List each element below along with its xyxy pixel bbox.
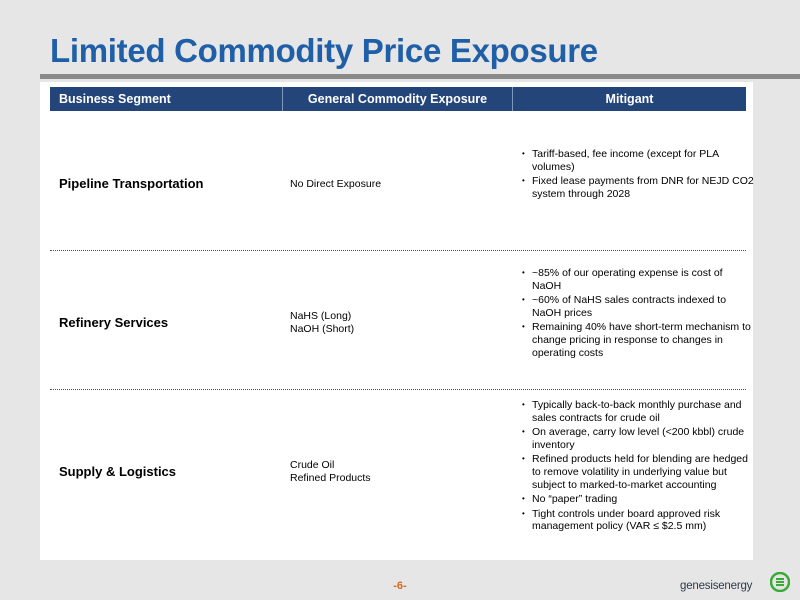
company-logo bbox=[680, 572, 790, 596]
table-row bbox=[50, 142, 754, 252]
mitigant-list bbox=[522, 267, 754, 361]
segment-name: Refinery Services bbox=[59, 315, 169, 330]
exposure-cell bbox=[290, 459, 371, 484]
list-item: • Tariff-based, fee income (except for PLA volumes) bbox=[522, 148, 754, 173]
header-commodity-exposure: General Commodity Exposure bbox=[283, 87, 513, 111]
segment-name: Pipeline Transportation bbox=[59, 176, 204, 191]
exposure-item: NaHS (Long) bbox=[290, 310, 352, 322]
list-item: • Refined products held for blending are hedged to remove volatility in underlying value but subject to marked-to-market accounting bbox=[522, 453, 754, 491]
exposure-cell bbox=[290, 310, 354, 335]
list-item: • ~85% of our operating expense is cost of NaOH bbox=[522, 267, 754, 292]
header-business-segment: Business Segment bbox=[50, 87, 283, 111]
exposure-cell bbox=[290, 178, 381, 191]
table-header bbox=[50, 87, 746, 111]
exposure-item: NaOH (Short) bbox=[290, 322, 355, 335]
row-divider bbox=[50, 250, 746, 251]
exposure-item: Refined Products bbox=[290, 471, 371, 484]
page-number: -6- bbox=[393, 580, 407, 592]
genesis-logo-icon bbox=[770, 572, 790, 592]
list-item: • On average, carry low level (<200 kbbl) crude inventory bbox=[522, 426, 754, 451]
table-row bbox=[50, 397, 746, 557]
list-item: • Typically back-to-back monthly purchase and sales contracts for crude oil bbox=[522, 399, 754, 424]
header-mitigant: Mitigant bbox=[605, 92, 654, 106]
list-item: • Tight controls under board approved risk management policy (VAR ≤ $2.5 mm) bbox=[522, 508, 754, 533]
exposure-item: Crude Oil bbox=[290, 459, 335, 471]
list-item: • ~60% of NaHS sales contracts indexed to NaOH prices bbox=[522, 294, 754, 319]
exposure-item: No Direct Exposure bbox=[290, 178, 382, 190]
logo-wordmark: genesisenergy bbox=[680, 580, 753, 592]
row-divider bbox=[50, 389, 746, 390]
table-row bbox=[50, 266, 751, 386]
title-divider bbox=[40, 74, 800, 79]
mitigant-list bbox=[522, 399, 754, 535]
segment-name: Supply & Logistics bbox=[59, 464, 177, 479]
list-item: • Remaining 40% have short-term mechanism to change pricing in response to changes in operating costs bbox=[522, 321, 754, 359]
page-title: Limited Commodity Price Exposure bbox=[50, 32, 598, 69]
list-item: • Fixed lease payments from DNR for NEJD CO2 system through 2028 bbox=[522, 175, 754, 200]
mitigant-list bbox=[522, 148, 754, 202]
list-item: • No “paper” trading bbox=[522, 493, 754, 506]
content-panel bbox=[40, 82, 753, 560]
